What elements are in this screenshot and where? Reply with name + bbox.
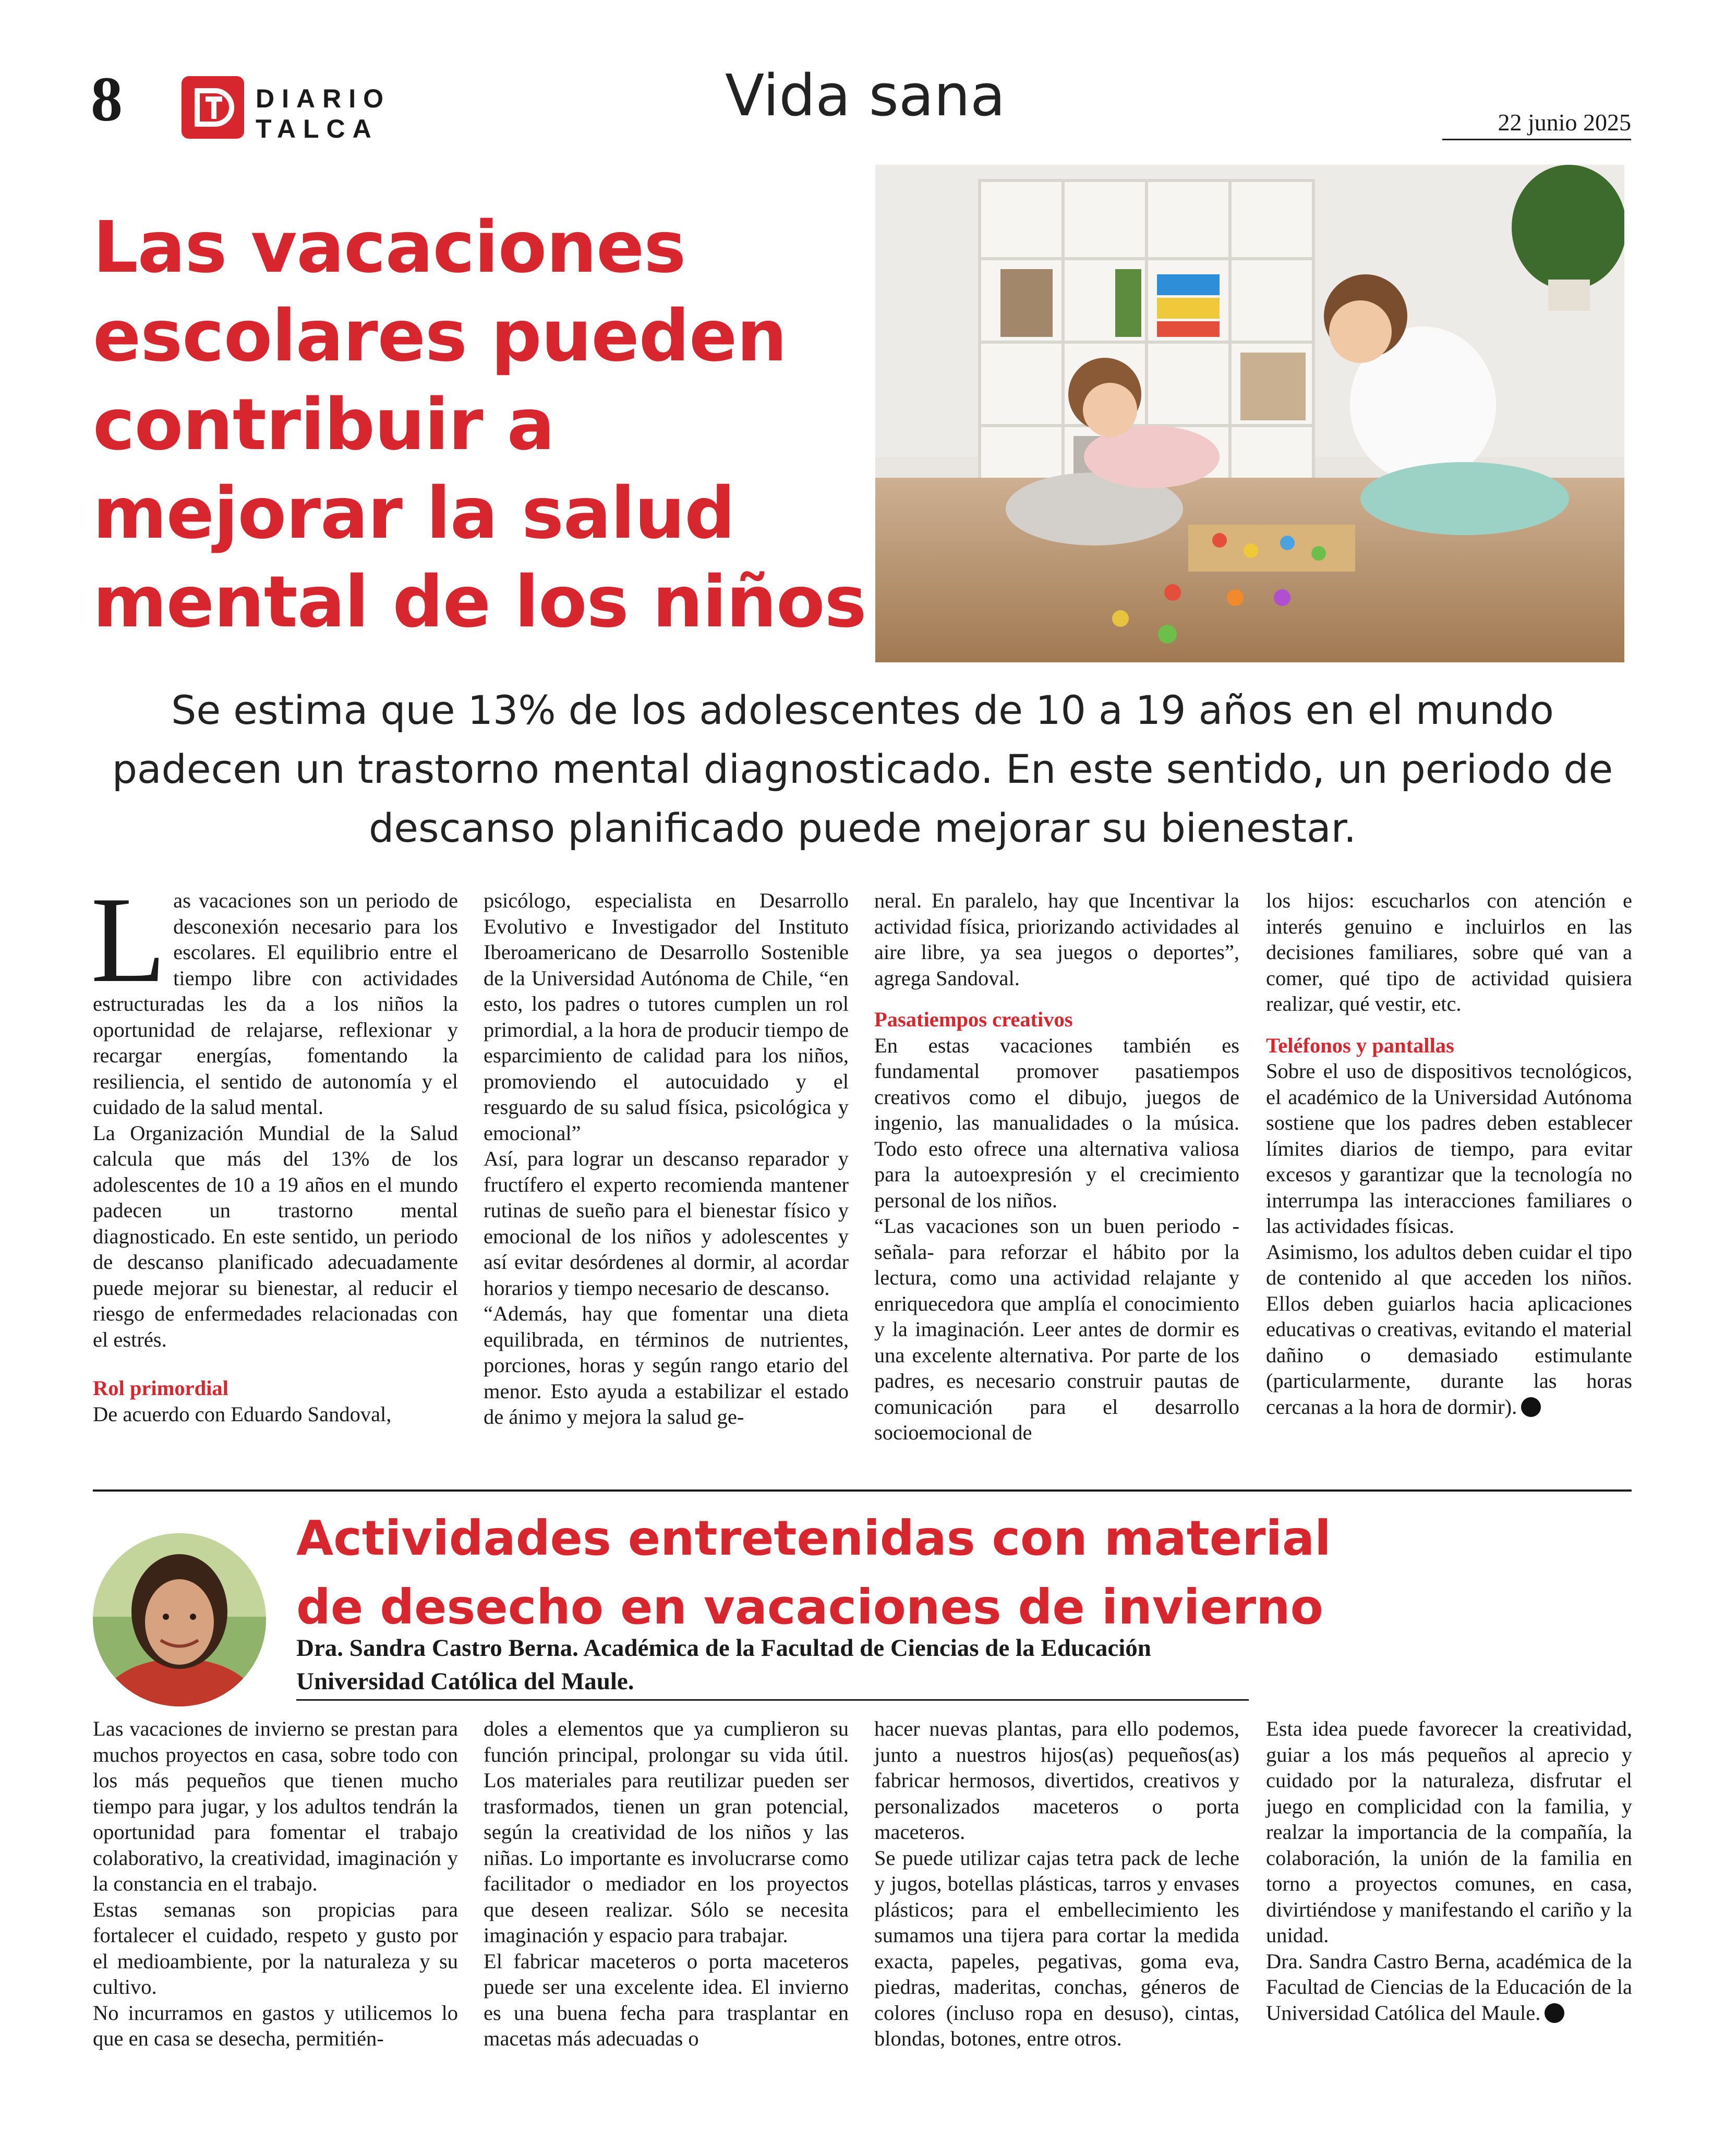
- paragraph: Sobre el uso de dispositivos tecnológicos, el académico de la Universidad Autónoma sostiene que los padres deben establecer límites diarios de tiempo, para evitar excesos y garantizar que la tecnología no interrumpa las interacciones familiares o las actividades físicas.: [1266, 1059, 1632, 1238]
- paragraph: “Además, hay que fomentar una dieta equilibrada, en términos de nutrientes, porciones, horas y según rango etario del menor. Esto ayuda a estabilizar el estado de ánimo y mejora la salud ge-: [484, 1302, 849, 1428]
- brand-line-2: TALCA: [256, 114, 379, 143]
- diario-talca-logo-icon: [182, 76, 244, 139]
- paragraph: No incurramos en gastos y utilicemos lo que en casa se desecha, permitién-: [93, 2001, 458, 2050]
- paragraph: as vacaciones son un periodo de desconexión necesario para los escolares. El equilibrio entre el tiempo libre con actividades estructuradas les da a los niños la oportunidad de relajarse, reflexionar y recargar energías, fomentando la resiliencia, el sentido de autonomía y el cuidado de la salud mental.: [93, 889, 458, 1119]
- subheading-telefonos-y-pantallas: Teléfonos y pantallas: [1266, 1033, 1454, 1057]
- article2-headline-line-2: de desecho en vacaciones de invierno: [296, 1579, 1323, 1635]
- end-of-article-bullet-icon: [1545, 2003, 1564, 2023]
- paragraph: Se puede utilizar cajas tetra pack de leche y jugos, botellas plásticas, tarros y envases plásticos; para el embellecimiento les sumamos una tijera para cortar la medida exacta, papeles, pegativas, goma eva, piedras, maderitas, conchas, géneros de colores (incluso ropa en desuso), cintas, blondas, botones, entre otros.: [874, 1846, 1239, 2050]
- paragraph: Así, para lograr un descanso reparador y fructífero el experto recomienda mantener rutinas de sueño para el bienestar físico y emocional de los niños y adolescentes y así evitar desórdenes al dormir, al acordar horarios y tiempo necesario de descanso.: [484, 1147, 849, 1300]
- dropcap: L: [91, 872, 166, 1008]
- byline-underline: [296, 1699, 1249, 1701]
- paragraph: En estas vacaciones también es fundamental promover pasatiempos creativos como el dibujo, juegos de ingenio, las manualidades o la música. Todo esto ofrece una alternativa valiosa para la autoexpresión y el crecimiento personal de los niños.: [874, 1033, 1239, 1212]
- paragraph: neral. En paralelo, hay que Incentivar la actividad física, priorizando actividades al aire libre, ya sea juegos o deportes”, agrega Sandoval.: [874, 889, 1239, 990]
- paragraph: Asimismo, los adultos deben cuidar el tipo de contenido al que acceden los niños. Ellos deben guiarlos hacia aplicaciones educativas o creativas, evitando el material dañino o demasiado estimulante (particularmente, durante las horas cercanas a la hora de dormir).: [1266, 1240, 1632, 1419]
- byline-line-2: Universidad Católica del Maule.: [296, 1668, 634, 1695]
- article2-headline: [296, 1504, 1652, 1642]
- article2-column-4: [1266, 1716, 1632, 2026]
- subheading-pasatiempos-creativos: Pasatiempos creativos: [874, 1008, 1073, 1031]
- article1-column-1: [91, 872, 458, 1427]
- paragraph: los hijos: escucharlos con atención e interés genuino e incluirlos en las decisiones familiares, sobre qué van a comer, qué tipo de actividad quisiera realizar, qué vestir, etc.: [1266, 889, 1632, 1015]
- paragraph: Esta idea puede favorecer la creatividad, guiar a los más pequeños al aprecio y cuidado por la naturaleza, disfrutar el juego en complicidad con la familia, y realzar la importancia de la compañía, la colaboración, la unión de la familia en torno a proyectos comunes, en casa, divirtiéndose y manifestando el cariño y la unidad.: [1266, 1717, 1632, 1947]
- brand-line-1: DIARIO: [256, 84, 391, 113]
- page-number: 8: [91, 64, 123, 135]
- paragraph: psicólogo, especialista en Desarrollo Evolutivo e Investigador del Instituto Iberoamericano de Desarrollo Sostenible de la Universidad Autónoma de Chile, “en esto, los padres o tutores cumplen un rol primordial, a la hora de producir tiempo de esparcimiento de calidad para los niños, promoviendo el autocuidado y el resguardo de su salud física, psicológica y emocional”: [484, 889, 849, 1145]
- article2-byline: [296, 1631, 1287, 1698]
- article1-column-4: [1266, 888, 1632, 1420]
- paragraph: Las vacaciones de invierno se prestan para muchos proyectos en casa, sobre todo con los más pequeños que tienen mucho tiempo para jugar, y los adultos tendrán la oportunidad para fomentar el trabajo colaborativo, la creatividad, imaginación y la constancia en el trabajo.: [93, 1717, 458, 1895]
- issue-date: 22 junio 2025: [1498, 109, 1631, 136]
- paragraph: Estas semanas son propicias para fortalecer el cuidado, respeto y gusto por el medioambiente, por la naturaleza y su cultivo.: [93, 1897, 458, 1998]
- children-playing-photo: [875, 165, 1624, 662]
- paragraph: hacer nuevas plantas, para ello podemos, junto a nuestros hijos(as) pequeños(as) fabricar hermosos, divertidos, creativos y personalizados maceteros o porta maceteros.: [874, 1717, 1239, 1844]
- article2-column-2: [484, 1716, 849, 2052]
- article1-column-3: [874, 888, 1239, 1446]
- main-headline: Las vacaciones escolares pueden contribuir a mejorar la salud mental de los niños: [93, 207, 866, 644]
- paragraph: doles a elementos que ya cumplieron su función principal, prolongar su vida útil. Los materiales para reutilizar pueden ser trasformados, tienen un gran potencial, según la creatividad de los niños y las niñas. Lo importante es involucrarse como facilitador o mediador en los proyectos que deseen realizar. Sólo se necesita imaginación y espacio para trabajar.: [484, 1717, 849, 1947]
- date-underline: [1442, 139, 1631, 140]
- paragraph: De acuerdo con Eduardo Sandoval,: [93, 1402, 392, 1426]
- lead-paragraph: Se estima que 13% de los adolescentes de 10 a 19 años en el mundo padecen un trastorno mental diagnosticado. En este sentido, un periodo de descanso planificado puede mejorar su bienestar.: [112, 687, 1613, 851]
- brand-name: [256, 83, 391, 144]
- subheading-rol-primordial: Rol primordial: [93, 1376, 228, 1400]
- article2-column-1: [93, 1716, 458, 2052]
- article2-headline-line-1: Actividades entretenidas con material: [296, 1510, 1331, 1566]
- paragraph: La Organización Mundial de la Salud calcula que más del 13% de los adolescentes de 10 a 19 años en el mundo padecen un trastorno mental diagnosticado. En este sentido, un periodo de descanso planificado adecuadamente puede mejorar su bienestar, al reducir el riesgo de enfermedades relacionadas con el estrés.: [93, 1121, 458, 1351]
- byline-line-1: Dra. Sandra Castro Berna. Académica de la Facultad de Ciencias de la Educación: [296, 1634, 1151, 1662]
- paragraph: El fabricar maceteros o porta maceteros puede ser una excelente idea. El invierno es una buena fecha para trasplantar en macetas más adecuadas o: [484, 1949, 849, 2050]
- end-of-article-bullet-icon: [1521, 1397, 1541, 1417]
- paragraph: “Las vacaciones son un buen periodo -señala- para reforzar el hábito por la lectura, como una actividad relajante y enriquecedora que amplía el conocimiento y la imaginación. Leer antes de dormir es una excelente alternativa. Por parte de los padres, es necesario construir pautas de comunicación para el desarrollo socioemocional de: [874, 1214, 1239, 1444]
- section-title: Vida sana: [725, 62, 1006, 129]
- article2-column-3: [874, 1716, 1239, 2052]
- article1-column-2: [484, 888, 849, 1430]
- paragraph: Dra. Sandra Castro Berna, académica de la Facultad de Ciencias de la Educación de la Universidad Católica del Maule.: [1266, 1949, 1632, 2025]
- article-divider: [93, 1489, 1632, 1492]
- author-portrait: [93, 1533, 266, 1706]
